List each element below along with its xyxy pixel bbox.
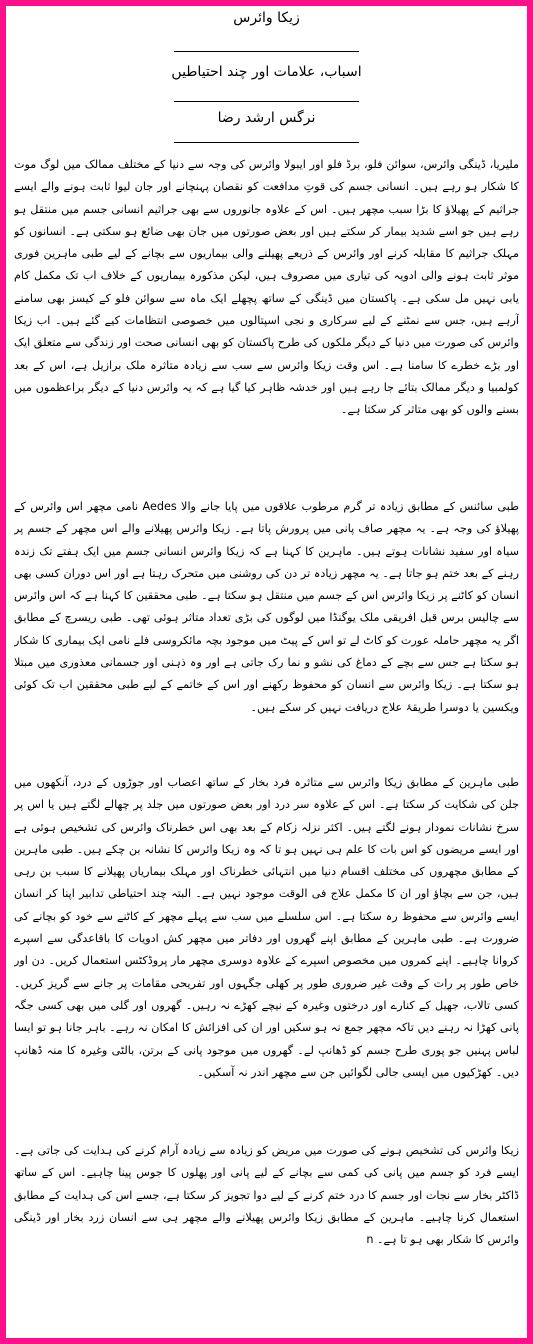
author-divider bbox=[174, 142, 359, 143]
paragraph-intro: ملیریا، ڈینگی وائرس، سوائن فلو، برڈ فلو اور ایبولا وائرس کی وجہ سے دنیا کے مختلف ممالک میں لوگ موت کا شکار ہو رہے ہیں۔ انسانی جسم کی قوتِ مدافعت کو نقصان پہنچانے اور جان لیوا ثابت ہونے والے ایسے جراثیم کے پھیلاؤ کا بڑا سبب مچھر ہیں۔ اس کے علاوہ جانوروں سے بھی جراثیم انسانی جسم میں منتقل ہو رہے ہیں جو اسے شدید بیمار کر سکتے ہیں اور بعض صورتوں میں جان بھی ضائع ہو سکتی ہے۔ انسانوں کو مہلک جراثیم کا مقابلہ کرنے اور وائرس کے ذریعے پھیلنے والی بیماریوں سے بچانے کے لیے طبی ماہرین فوری موثر ثابت ہونے والی ادویہ کی تیاری میں مصروف ہیں، لیکن مذکورہ بیماریوں کے خلاف اب تک مکمل کام یابی نہیں مل سکی ہے۔ پاکستان میں ڈینگی کے ساتھ پچھلے ایک ماہ سے سوائن فلو کے کیسز بھی سامنے آرہے ہیں، جس سے نمٹنے کے لیے سرکاری و نجی اسپتالوں میں خصوصی انتظامات کیے گئے ہیں۔ اب زیکا وائرس کی صورت میں دنیا کے دیگر ملکوں کی طرح پاکستان کو بھی انسانی صحت اور زندگی سے متعلق ایک اور بڑے خطرے کا سامنا ہے۔ اس وقت زیکا وائرس سے سب سے زیادہ متاثرہ ملک برازیل ہے، اس کے بعد کولمبیا و دیگر ممالک بتائے جا رہے ہیں اور خدشہ ظاہر کیا گیا ہے کہ یہ وائرس دنیا کے دیگر براعظموں میں بسنے والوں کو بھی متاثر کر سکتا ہے۔ bbox=[14, 158, 519, 417]
title-divider bbox=[174, 51, 359, 52]
article-body bbox=[14, 154, 519, 1338]
article-author: نرگس ارشد رضا bbox=[217, 110, 316, 126]
subtitle-divider bbox=[174, 101, 359, 102]
paragraph-treatment: زیکا وائرس کی تشخیص ہونے کی صورت میں مریض کو زیادہ سے زیادہ آرام کرنے کی ہدایت کی جاتی ہے۔ ایسے فرد کو جسم میں پانی کی کمی سے بچانے کے لیے پانی اور پھلوں کا جوس پینا چاہیے۔ اس کے ساتھ ڈاکٹر بخار سے نجات اور جسم کا درد ختم کرنے کے لیے دوا تجویز کر سکتا ہے، جسے اس کی ہدایت کے مطابق استعمال کرنا چاہیے۔ ماہرین کے مطابق زیکا وائرس پھیلانے والے مچھر ہی سے انسان زرد بخار اور ڈینگی وائرس کا شکار بھی ہو تا ہے۔ n bbox=[14, 1144, 519, 1247]
article-header bbox=[6, 6, 527, 148]
paragraph-causes: طبی سائنس کے مطابق زیادہ تر گرم مرطوب علاقوں میں پایا جانے والا Aedes نامی مچھر اس وائرس کے پھیلاؤ کی وجہ ہے۔ یہ مچھر صاف پانی میں پرورش پاتا ہے۔ زیکا وائرس پھیلانے والے اس مچھر کے جسم پر سیاہ اور سفید نشانات ہوتے ہیں۔ ماہرین کا کہنا ہے کہ زیکا وائرس انسانی جسم میں ایک ہفتے تک زندہ رہنے کے بعد ختم ہو جاتا ہے۔ یہ مچھر زیادہ تر دن کی روشنی میں متحرک رہتا ہے اور اس دوران کسی بھی انسان کو کاٹنے پر زیکا وائرس اس کے جسم میں منتقل ہو سکتا ہے۔ طبی محققین کا کہنا ہے کہ اس وائرس سے چالیس برس قبل افریقی ملک یوگنڈا میں لوگوں کی بڑی تعداد متاثر ہوئی تھی۔ طبی ریسرچ کے مطابق اگر یہ مچھر حاملہ عورت کو کاٹ لے تو اس کے پیٹ میں موجود بچہ مائکروسی فلے نامی ایک بیماری کا شکار ہو سکتا ہے جس سے بچے کے دماغ کی نشو و نما رک جاتی ہے اور وہ ذہنی اور جسمانی معذوری میں مبتلا ہو سکتا ہے۔ زیکا وائرس سے انسان کو محفوظ رکھنے اور اس کے خاتمے کے لیے طبی محققین اب تک کوئی ویکسین یا دوسرا طریقۂ علاج دریافت نہیں کر سکے ہیں۔ bbox=[14, 500, 519, 714]
article-title: زیکا وائرس bbox=[233, 10, 300, 26]
paragraph-symptoms-precautions: طبی ماہرین کے مطابق زیکا وائرس سے متاثرہ فرد بخار کے ساتھ اعصاب اور جوڑوں کے درد، آنکھوں میں جلن کی شکایت کر سکتا ہے۔ اس کے علاوہ سر درد اور بعض صورتوں میں جلد پر چھالے لگتے ہیں یا اس پر سرخ نشانات نمودار ہونے لگتے ہیں۔ اکثر نزلہ زکام کے بعد بھی اس خطرناک وائرس کی تشخیص ہوئی ہے اور ایسے مریضوں کو اس بات کا علم ہی نہیں ہو تا کہ وہ زیکا وائرس کا نشانہ بن چکے ہیں۔ طبی ماہرین کے مطابق مچھروں کی مختلف اقسام دنیا میں انتہائی خطرناک اور مہلک بیماریاں پھیلانے کا سبب بن رہی ہیں، جن سے بچاؤ اور ان کا مکمل علاج فی الوقت موجود نہیں ہے۔ البتہ چند احتیاطی تدابیر اپنا کر انسان ایسے وائرس سے محفوظ رہ سکتا ہے۔ اس سلسلے میں سب سے پہلے مچھر کے کاٹنے سے خود کو بچانے کی ضرورت ہے۔ طبی ماہرین کے مطابق اپنے گھروں اور دفاتر میں مچھر کش ادویات کا باقاعدگی سے اسپرے کروانا چاہیے۔ اپنے کمروں میں مخصوص اسپرے کے علاوہ دوسری مچھر مار پروڈکٹس استعمال کریں۔ دن اور خاص طور پر رات کے وقت غیر ضروری طور پر کھلی جگہوں اور تفریحی مقامات پر جانے سے گریز کریں۔ کسی تالاب، جھیل کے کنارے اور درختوں وغیرہ کے نیچے کھڑے نہ رہیں۔ گھروں اور گلی میں بھی کسی جگہ پانی کھڑا نہ رہنے دیں تاکہ مچھر جمع نہ ہو سکیں اور ان کی افزائش کا امکان نہ رہے۔ باہر جانا ہو تو ایسا لباس پہنیں جو پوری طرح جسم کو ڈھانپ لے۔ گھروں میں موجود پانی کے برتن، بالٹی وغیرہ کا منہ ڈھانپ دیں۔ کھڑکیوں میں ایسی جالی لگوائیں جن سے مچھر اندر نہ آسکیں۔ bbox=[14, 776, 519, 1079]
page-frame bbox=[6, 6, 527, 1338]
article-subtitle: اسباب، علامات اور چند احتیاطیں bbox=[171, 64, 362, 80]
